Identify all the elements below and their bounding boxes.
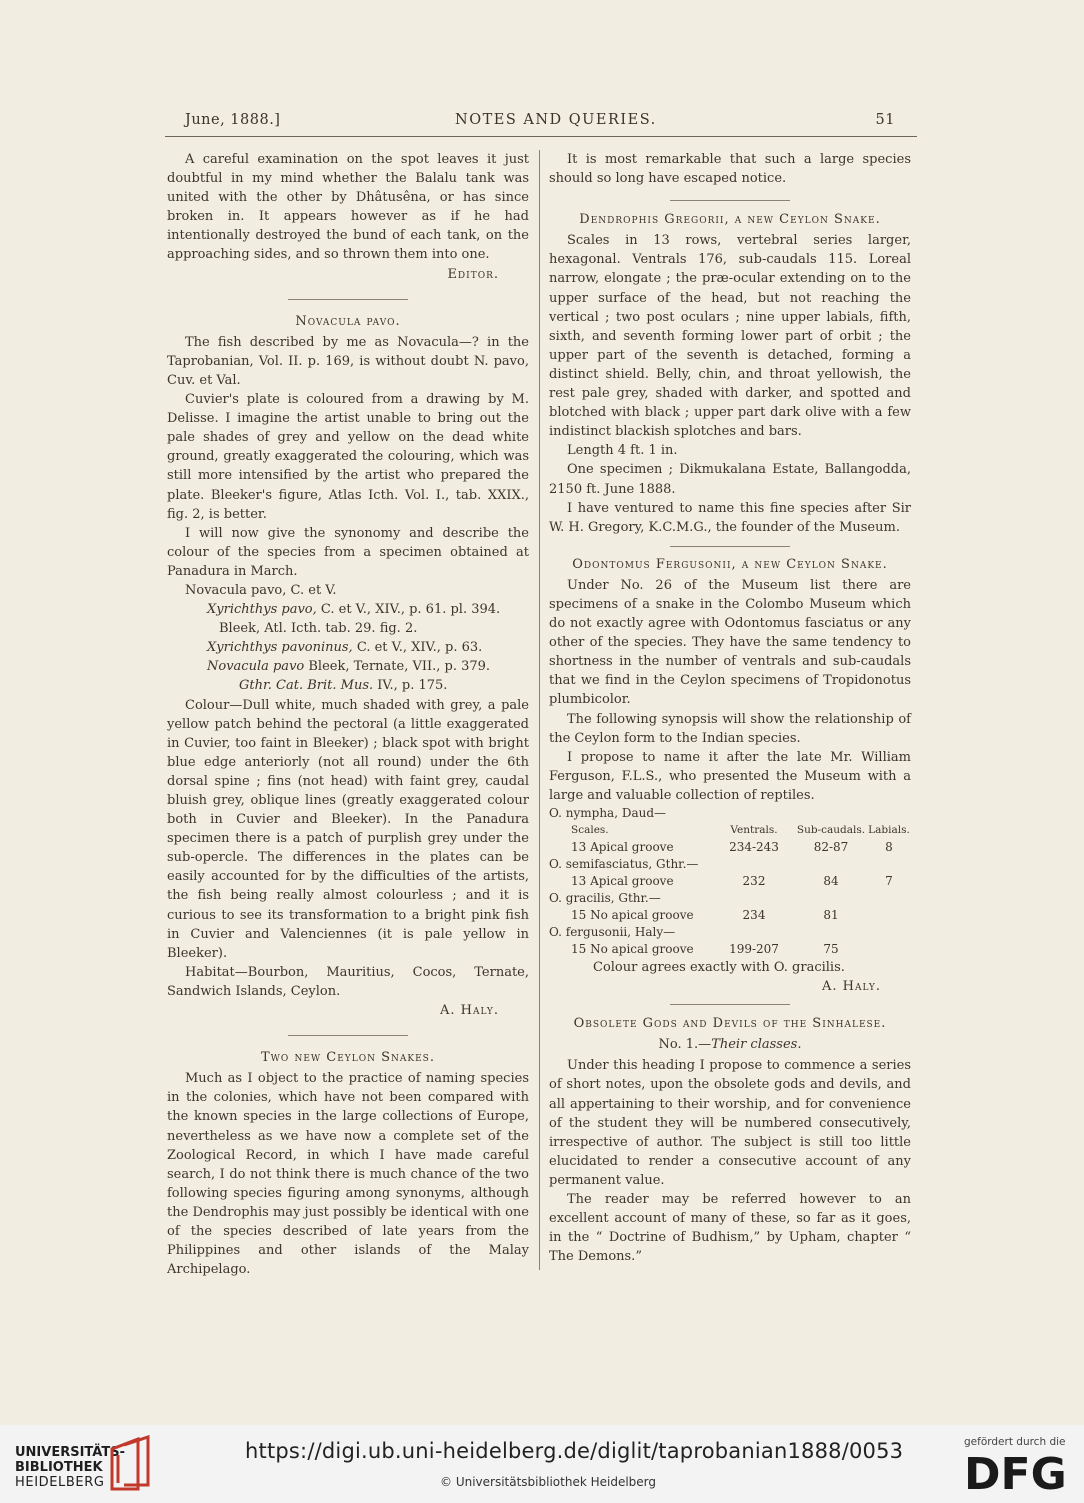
paragraph: I will now give the synonomy and describe the colour of the species from a specimen obtained at Panadura in March. [167,525,529,579]
column-rule [539,150,540,1270]
table-cell: 75 [823,942,839,956]
paragraph: One specimen ; Dikmukalana Estate, Ballangodda, 2150 ft. June 1888. [549,462,911,497]
logo-line: UNIVERSITÄTS- [15,1445,125,1460]
signature-haly: A. Haly. [822,979,881,995]
species-name: O. semifasciatus, Gthr.— [549,857,699,871]
table-cell: 13 Apical groove [571,874,674,888]
table-cell: 13 Apical groove [571,840,674,854]
paragraph: Scales in 13 rows, vertebral series larger, hexagonal. Ventrals 176, sub-caudals 115. Loreal narrow, elongate ; the præ-ocular extending on to the upper surface of the head, but not reaching the vertical ; two post oculars ; nine upper labials, fifth, sixth, and seventh forming lower part of orbit ; the upper part of the seventh is detached, forming a distinct shield. Belly, chin, and throat yellowish, the rest pale grey, shaded with darker, and spotted and blotched with black ; upper part dark olive with a few indistinct blackish splotches and bars. [549,233,911,440]
signature-haly: A. Haly. [440,1003,499,1019]
header-date: June, 1888.] [185,112,281,128]
ub-logo-mark-icon [108,1435,152,1493]
paragraph: Colour agrees exactly with O. gracilis. [593,960,845,975]
section-divider [670,200,790,201]
paragraph: A careful examination on the spot leaves it just doubtful in my mind whether the Balalu tank was united with the other by Dhâtusêna, or has since broken in. It appears however as if he had intentionally destroyed the bund of each tank, on the approaching sides, and so thrown them into one. [167,152,529,263]
heading-novacula: Novacula pavo. [295,313,401,329]
table-cell [867,941,911,958]
col-header: Labials. [868,824,910,836]
table-cell: 8 [885,840,893,854]
species-name: O. gracilis, Gthr.— [549,891,661,905]
species-name: O. nympha, Daud— [549,806,667,820]
logo-line: BIBLIOTHEK [15,1460,103,1475]
heading-odontomus: Odontomus Fergusonii, a new Ceylon Snake. [572,556,888,572]
table-row [549,941,911,958]
copyright-notice: © Universitätsbibliothek Heidelberg [440,1475,657,1489]
paragraph: Colour—Dull white, much shaded with grey, a pale yellow patch behind the pectoral (a little exaggerated in Cuvier, too faint in Bleeker) ; black spot with bright blue edge anteriorly (not all round) under the 6th dorsal spine ; fins (not head) with faint grey, caudal bluish grey, oblique lines (greatly exaggerated colour both in Cuvier and Bleeker). In the Panadura specimen there is a patch of purplish grey under the sub-opercle. The differences in the plates can be easily accounted for by the difficulties of the artists, the fish being really almost colourless ; and it is curious to see its transformation to a bright pink fish in Cuvier and Valenciennes (it is pale yellow in Bleeker). [167,697,529,961]
synonym-italic: Novacula pavo [207,659,305,675]
synonym-line [167,676,529,695]
table-cell: 81 [823,908,839,922]
page-number: 51 [875,112,895,128]
permalink-url[interactable]: https://digi.ub.uni-heidelberg.de/diglit/taprobanian1888/0053 [245,1439,904,1463]
dfg-logo[interactable] [964,1449,1068,1495]
table-row [549,907,911,924]
paragraph: Cuvier's plate is coloured from a drawing by M. Delisse. I imagine the artist unable to bring out the pale shades of grey and yellow on the dead white ground, greatly exaggerated the colouring, which was still more intensified by the artist who prepared the plate. Bleeker's figure, Atlas Icth. Vol. I., tab. XXIX., fig. 2, is better. [167,392,529,522]
signature-editor: Editor. [447,266,499,282]
synonym-italic: Xyrichthys pavo, [207,602,317,618]
table-cell: 199-207 [729,942,779,956]
paragraph: I have ventured to name this fine species after Sir W. H. Gregory, K.C.M.G., the founder of the Museum. [549,500,911,535]
synonym-italic: Gthr. Cat. Brit. Mus. [239,678,374,694]
section-divider [670,546,790,547]
paragraph: Under No. 26 of the Museum list there are specimens of a snake in the Colombo Museum which do not exactly agree with Odontomus fasciatus or any other of the species. They have the same tendency to shortness in the number of ventrals and sub-caudals that we find in the Ceylon specimens of Tropidonotus plumbicolor. [549,577,911,708]
table-row [549,839,911,856]
col-header: Ventrals. [730,824,778,836]
synonym-ref: C. et V., XIV., p. 63. [352,640,483,656]
paragraph: It is most remarkable that such a large species should so long have escaped notice. [549,152,911,187]
synonym-line: Bleek, Atl. Icth. tab. 29. fig. 2. [219,621,418,637]
synonym-ref: IV., p. 175. [373,678,448,694]
synonym-italic: Xyrichthys pavoninus, [207,640,353,656]
logo-line: HEIDELBERG [15,1475,105,1490]
paragraph: Habitat—Bourbon, Mauritius, Cocos, Ternate, Sandwich Islands, Ceylon. [167,964,529,999]
synonym-line [167,638,529,657]
table-cell: 234 [742,908,766,922]
col-header: Sub-caudals. [796,824,866,836]
table-cell: 232 [742,874,766,888]
running-header [185,112,895,134]
table-cell: 15 No apical groove [571,908,694,922]
synopsis-table [549,805,911,958]
section-divider [288,299,408,300]
table-cell: 7 [885,874,893,888]
synonym-line [167,657,529,676]
subheading-number: No. 1.— [658,1037,712,1053]
section-divider [670,1004,790,1005]
paragraph: The fish described by me as Novacula—? in the Taprobanian, Vol. II. p. 169, is without doubt N. pavo, Cuv. et Val. [167,334,529,388]
section-divider [288,1035,408,1036]
subheading-title: Their classes. [711,1037,802,1053]
synonym-line: Novacula pavo, C. et V. [185,582,337,598]
table-row [549,873,911,890]
species-name: O. fergusonii, Haly— [549,925,676,939]
paragraph: I propose to name it after the late Mr. William Ferguson, F.L.S., who presented the Museum with a large and valuable collection of reptiles. [549,749,911,803]
paragraph: The following synopsis will show the relationship of the Ceylon form to the Indian species. [549,711,911,746]
table-cell: 15 No apical groove [571,942,694,956]
paragraph: Much as I object to the practice of naming species in the colonies, which have not been compared with the known species in the large collections of Europe, nevertheless as we have now a complete set of the Zoological Record, in which I have made careful search, I do not think there is much chance of the two following species figuring among synonyms, although the Dendrophis may just possibly be identical with one of the species described of late years from the Philippines and other islands of the Malay Archipelago. [167,1071,529,1278]
table-cell: 234-243 [729,840,779,854]
viewer-footer [0,1425,1084,1503]
funding-note: gefördert durch die [964,1436,1066,1448]
paragraph: Length 4 ft. 1 in. [567,443,678,459]
synonym-ref: C. et V., XIV., p. 61. pl. 394. [316,602,501,618]
header-rule [165,136,917,137]
col-header: Scales. [571,824,609,836]
synonym-ref: Bleek, Ternate, VII., p. 379. [304,659,491,675]
right-column [549,150,911,1266]
heading-dendrophis: Dendrophis Gregorii, a new Ceylon Snake. [579,212,881,228]
heading-two-snakes: Two new Ceylon Snakes. [261,1050,435,1066]
synonym-line [167,600,529,619]
header-title: NOTES AND QUERIES. [455,112,657,128]
paragraph: Under this heading I propose to commence a series of short notes, upon the obsolete gods and devils, and all appertaining to their worship, and for convenience of the student they will be numbered consecutively, irrespective of author. The subject is still too little elucidated to render a consecutive account of any permanent value. [549,1058,911,1188]
heading-obsolete-gods: Obsolete Gods and Devils of the Sinhalese. [573,1016,887,1032]
table-cell [867,907,911,924]
subheading [549,1035,911,1054]
left-column [167,150,529,1279]
dfg-logo-text: DFG [964,1449,1067,1495]
table-cell: 84 [823,874,839,888]
paragraph: The reader may be referred however to an excellent account of many of these, so far as it goes, in the “ Doctrine of Budhism,” by Upham, chapter “ The Demons.” [549,1192,911,1265]
table-cell: 82-87 [813,840,849,854]
